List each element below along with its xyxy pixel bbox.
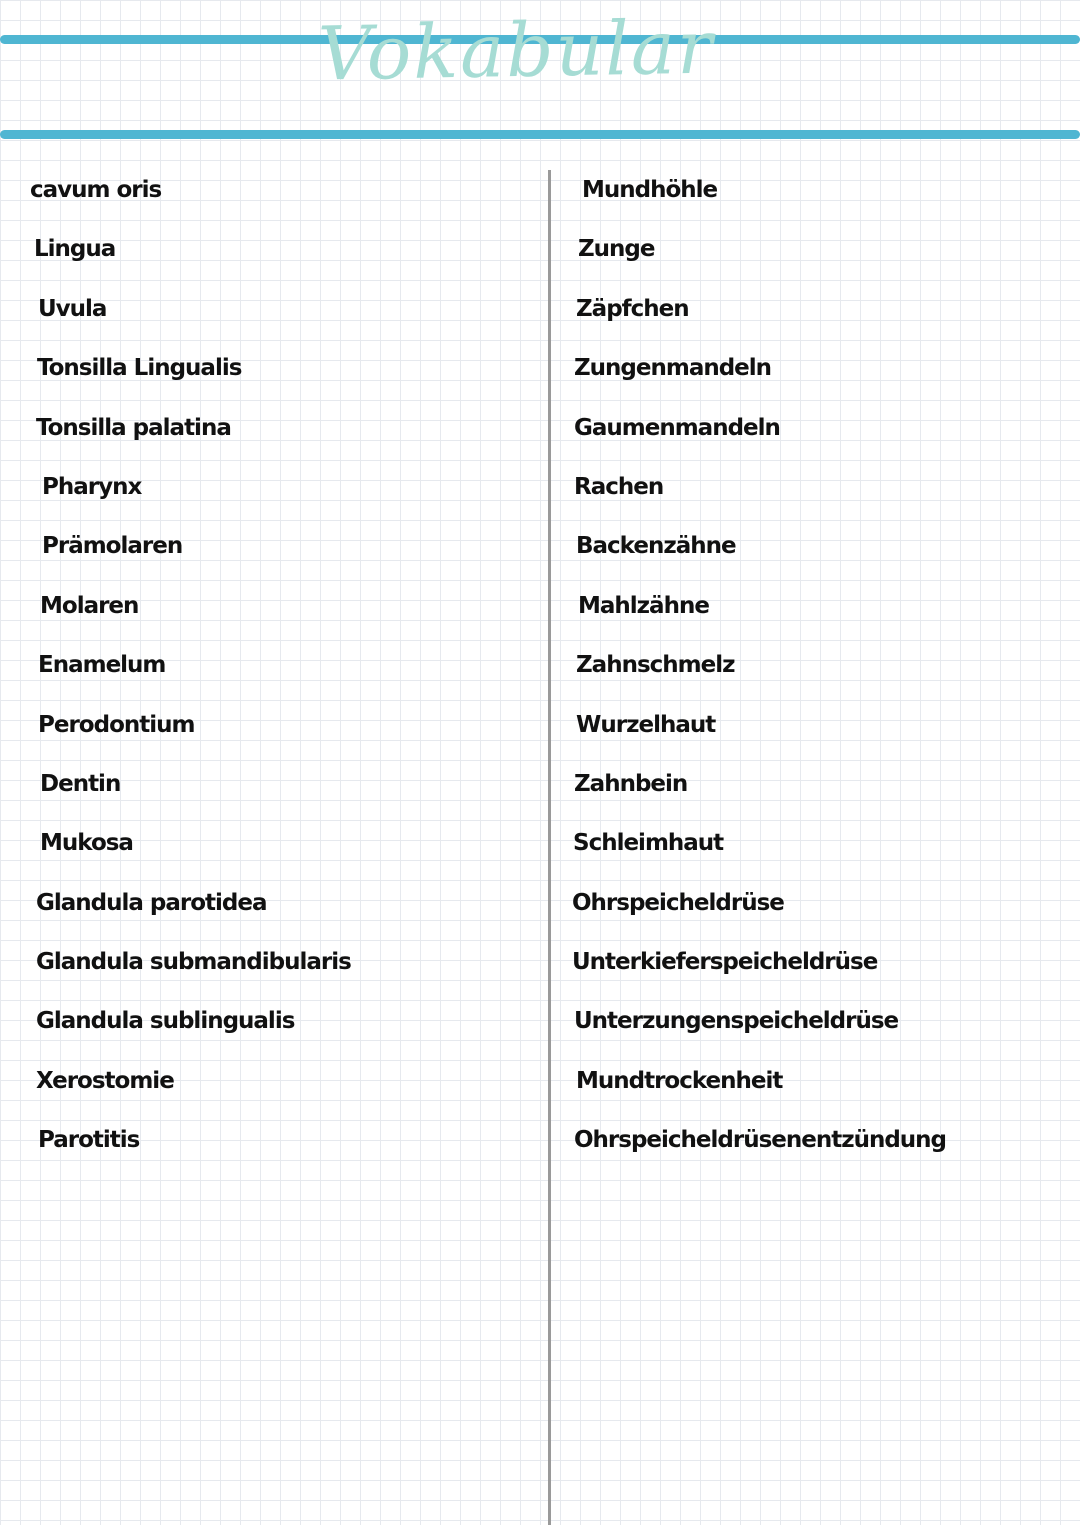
latin-term: cavum oris (30, 177, 162, 203)
latin-term: Mukosa (40, 830, 133, 857)
latin-term: Lingua (34, 236, 116, 263)
german-term: Ohrspeicheldrüse (572, 889, 784, 916)
german-terms-list (572, 168, 1072, 1178)
latin-term: Parotitis (38, 1127, 140, 1154)
german-term: Unterkieferspeicheldrüse (572, 949, 878, 976)
latin-term: Dentin (40, 770, 121, 797)
german-term: Zunge (578, 236, 655, 263)
column-divider (548, 170, 551, 1525)
title-line-bottom (0, 130, 1080, 139)
german-term: Wurzelhaut (576, 711, 716, 738)
latin-term: Glandula sublingualis (36, 1008, 295, 1035)
german-term: Gaumenmandeln (574, 414, 780, 441)
latin-term: Pharynx (42, 473, 142, 500)
latin-term: Molaren (40, 592, 139, 619)
german-term: Zahnbein (574, 770, 688, 797)
german-term: Zäpfchen (576, 295, 689, 322)
latin-term: Glandula parotidea (36, 889, 267, 916)
german-term: Rachen (574, 473, 664, 500)
latin-term: Tonsilla palatina (36, 414, 231, 441)
latin-term: Perodontium (38, 711, 195, 738)
page-title: Vokabular (317, 4, 716, 98)
latin-term: Prämolaren (42, 533, 183, 560)
german-term: Mundtrockenheit (576, 1067, 783, 1094)
latin-term: Xerostomie (36, 1067, 174, 1094)
german-term: Backenzähne (576, 533, 736, 560)
latin-term: Glandula submandibularis (36, 949, 351, 976)
german-term: Mahlzähne (578, 592, 709, 619)
latin-term: Uvula (38, 295, 107, 322)
german-term: Ohrspeicheldrüsenentzündung (574, 1127, 947, 1154)
latin-term: Enamelum (38, 652, 166, 679)
german-term: Mundhöhle (582, 177, 718, 203)
german-term: Zungenmandeln (574, 355, 772, 382)
german-term: Schleimhaut (573, 830, 724, 857)
latin-term: Tonsilla Lingualis (37, 355, 242, 382)
german-term: Unterzungenspeicheldrüse (574, 1008, 899, 1035)
latin-terms-list (30, 168, 530, 1178)
german-term: Zahnschmelz (576, 652, 735, 679)
